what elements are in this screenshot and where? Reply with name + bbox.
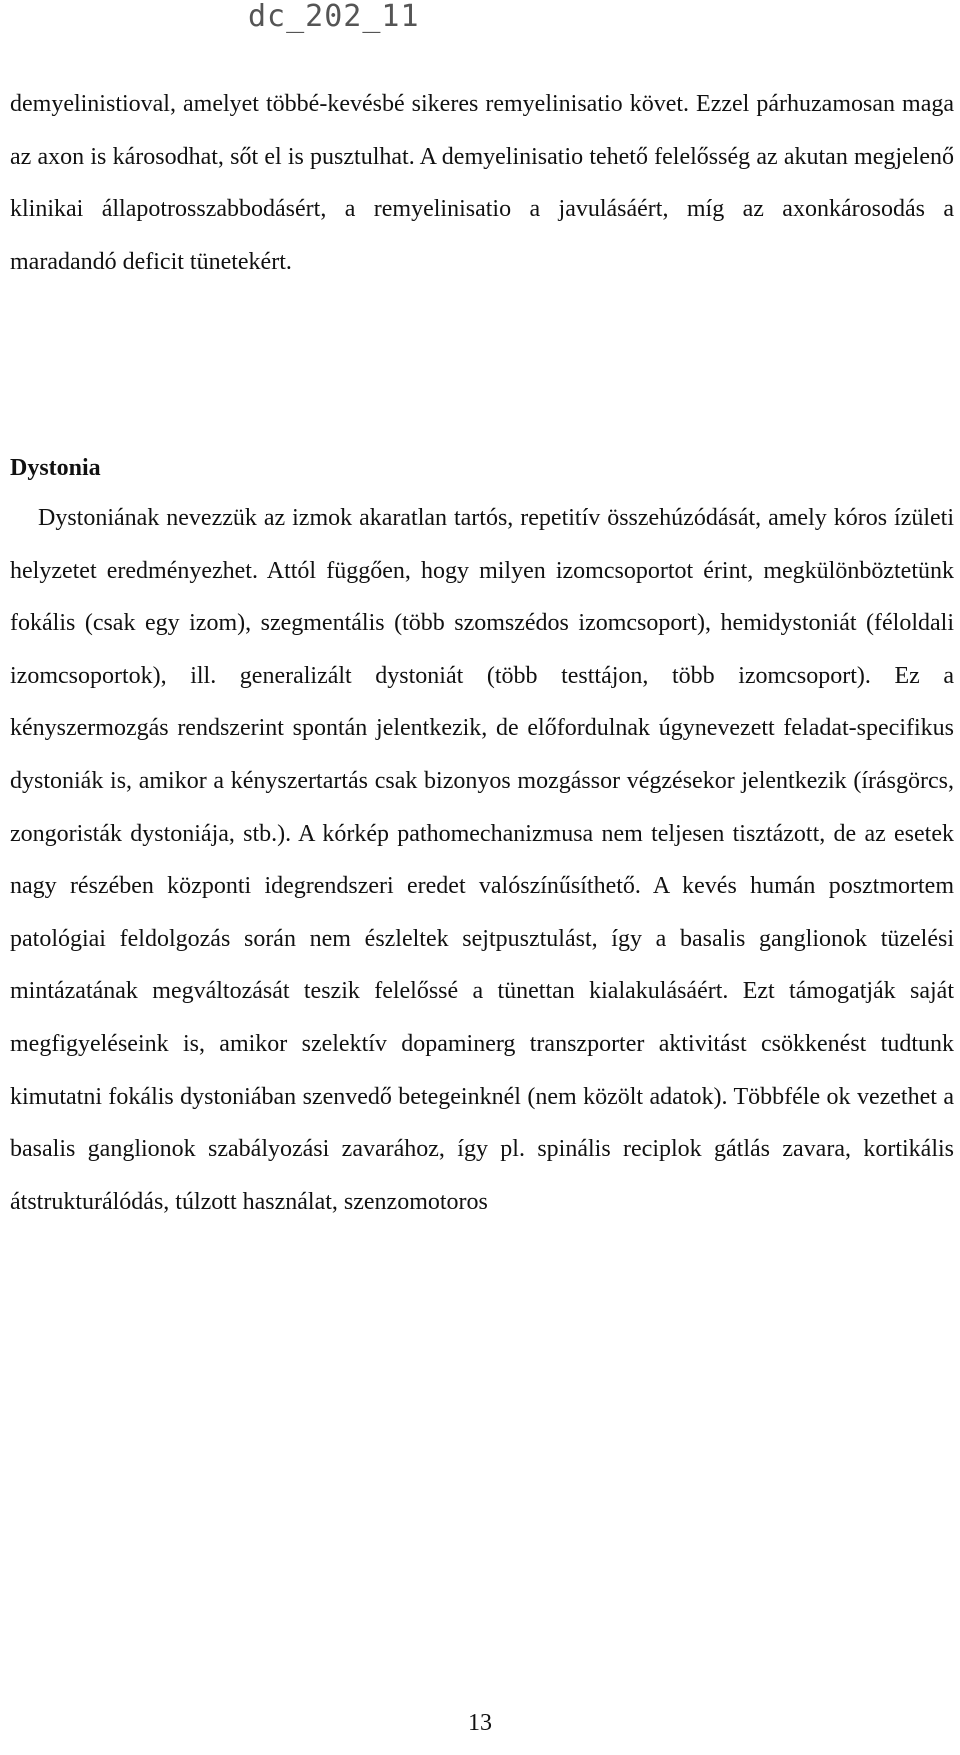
dystonia-paragraph-block [10, 492, 954, 1228]
intro-paragraph: demyelinistioval, amelyet többé-kevésbé sikeres remyelinisatio követ. Ezzel párhuzamosan maga az axon is károsodhat, sőt el is pusztulhat. A demyelinisatio tehető felelősség az akutan megjelenő klinikai állapotrosszabbodásért, a remyelinisatio a javulásáért, míg az axonkárosodás a maradandó deficit tünetekért. [10, 91, 954, 275]
document-header-code: dc_202_11 [248, 0, 420, 34]
page-number: 13 [468, 1710, 492, 1736]
section-heading: Dystonia [10, 455, 101, 481]
intro-paragraph-block [10, 78, 954, 288]
dystonia-paragraph: Dystoniának nevezzük az izmok akaratlan tartós, repetitív összehúzódását, amely kóros ízületi helyzetet eredményezhet. Attól függően, hogy milyen izomcsoportot érint, megkülönböztetünk fokális (csak egy izom), szegmentális (több szomszédos izomcsoport), hemidystoniát (féloldali izomcsoportok), ill. generalizált dystoniát (több testtájon, több izomcsoport). Ez a kényszermozgás rendszerint spontán jelentkezik, de előfordulnak úgynevezett feladat-specifikus dystoniák is, amikor a kényszertartás csak bizonyos mozgássor végzésekor jelentkezik (írásgörcs, zongoristák dystoniája, stb.). A kórkép pathomechanizmusa nem teljesen tisztázott, de az esetek nagy részében központi idegrendszeri eredet valószínűsíthető. A kevés humán posztmortem patológiai feldolgozás során nem észleltek sejtpusztulást, így a basalis ganglionok tüzelési mintázatának megváltozását teszik felelőssé a tünettan kialakulásáért. Ezt támogatják saját megfigyeléseink is, amikor szelektív dopaminerg transzporter aktivitást csökkenést tudtunk kimutatni fokális dystoniában szenvedő betegeinknél (nem közölt adatok). Többféle ok vezethet a basalis ganglionok szabályozási zavarához, így pl. spinális reciplok gátlás zavara, kortikális átstrukturálódás, túlzott használat, szenzomotoros [10, 505, 954, 1215]
